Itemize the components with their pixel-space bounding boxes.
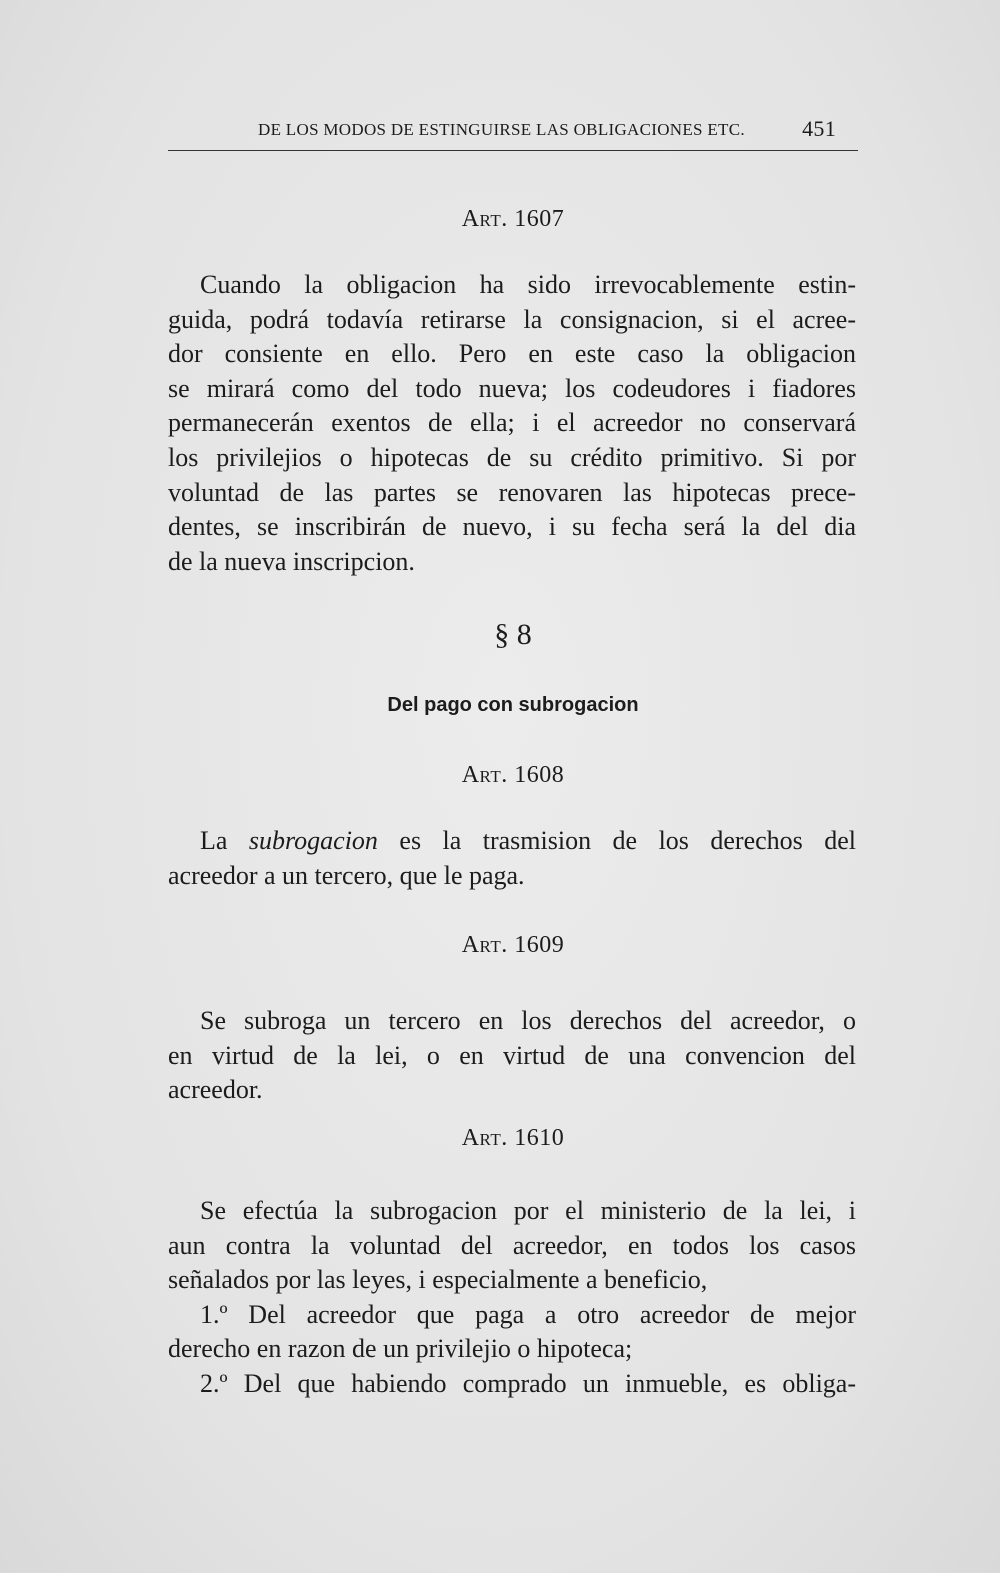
text-line: en virtud de la lei, o en virtud de una convencion del — [168, 1040, 856, 1070]
article-1607-text — [168, 268, 856, 579]
article-heading-1609 — [168, 932, 858, 959]
text-line: dor consiente en ello. Pero en este caso la obligacion — [168, 339, 856, 369]
article-label: Art. — [461, 762, 508, 788]
article-number: 1607 — [514, 206, 565, 232]
running-title: DE LOS MODOS DE ESTINGUIRSE LAS OBLIGACIONES ETC. — [258, 120, 745, 139]
article-label: Art. — [461, 932, 508, 958]
article-label: Art. — [461, 1125, 508, 1151]
text-fragment: es la trasmision de los derechos del — [377, 826, 856, 855]
article-heading-1610 — [168, 1125, 858, 1152]
text-line: de la nueva inscripcion. — [168, 546, 415, 576]
italic-term: subrogacion — [248, 826, 378, 855]
section-title: Del pago con subrogacion — [387, 694, 639, 716]
article-heading-1608 — [168, 762, 858, 789]
text-line: permanecerán exentos de ella; i el acreedor no conservará — [168, 408, 856, 438]
text-line: voluntad de las partes se renovaren las hipotecas prece- — [168, 477, 856, 507]
text-fragment: La — [200, 826, 249, 855]
article-1610-text — [168, 1194, 856, 1402]
text-line: señalados por las leyes, i especialmente a beneficio, — [168, 1265, 708, 1295]
text-line: guida, podrá todavía retirarse la consignacion, si el acree- — [168, 304, 856, 334]
text-line — [168, 824, 856, 859]
text-line: Se efectúa la subrogacion por el ministerio de la lei, i — [200, 1196, 856, 1225]
header-rule — [168, 150, 858, 151]
article-number: 1610 — [514, 1125, 565, 1151]
text-line: aun contra la voluntad del acreedor, en todos los casos — [168, 1230, 856, 1260]
text-line: acreedor. — [168, 1075, 263, 1105]
text-line: se mirará como del todo nueva; los codeudores i fiadores — [168, 373, 856, 403]
article-label: Art. — [461, 206, 508, 232]
text-line: acreedor a un tercero, que le paga. — [168, 860, 525, 890]
text-line: 2.º Del que habiendo comprado un inmueble, es obliga- — [200, 1368, 856, 1398]
article-1609-text — [168, 1004, 856, 1108]
text-line: dentes, se inscribirán de nuevo, i su fecha será la del dia — [168, 512, 856, 542]
text-line: los privilejios o hipotecas de su crédito primitivo. Si por — [168, 442, 856, 472]
article-heading-1607 — [168, 206, 858, 233]
article-number: 1608 — [514, 762, 565, 788]
page-number: 451 — [802, 116, 836, 141]
article-number: 1609 — [514, 932, 565, 958]
text-line: derecho en razon de un privilejio o hipoteca; — [168, 1334, 633, 1364]
text-line: Se subroga un tercero en los derechos del acreedor, o — [200, 1006, 856, 1035]
article-1608-text — [168, 824, 856, 893]
text-line: Cuando la obligacion ha sido irrevocablemente estin- — [200, 270, 856, 299]
section-number: § 8 — [494, 618, 532, 651]
text-line: 1.º Del acreedor que paga a otro acreedor de mejor — [200, 1299, 856, 1329]
